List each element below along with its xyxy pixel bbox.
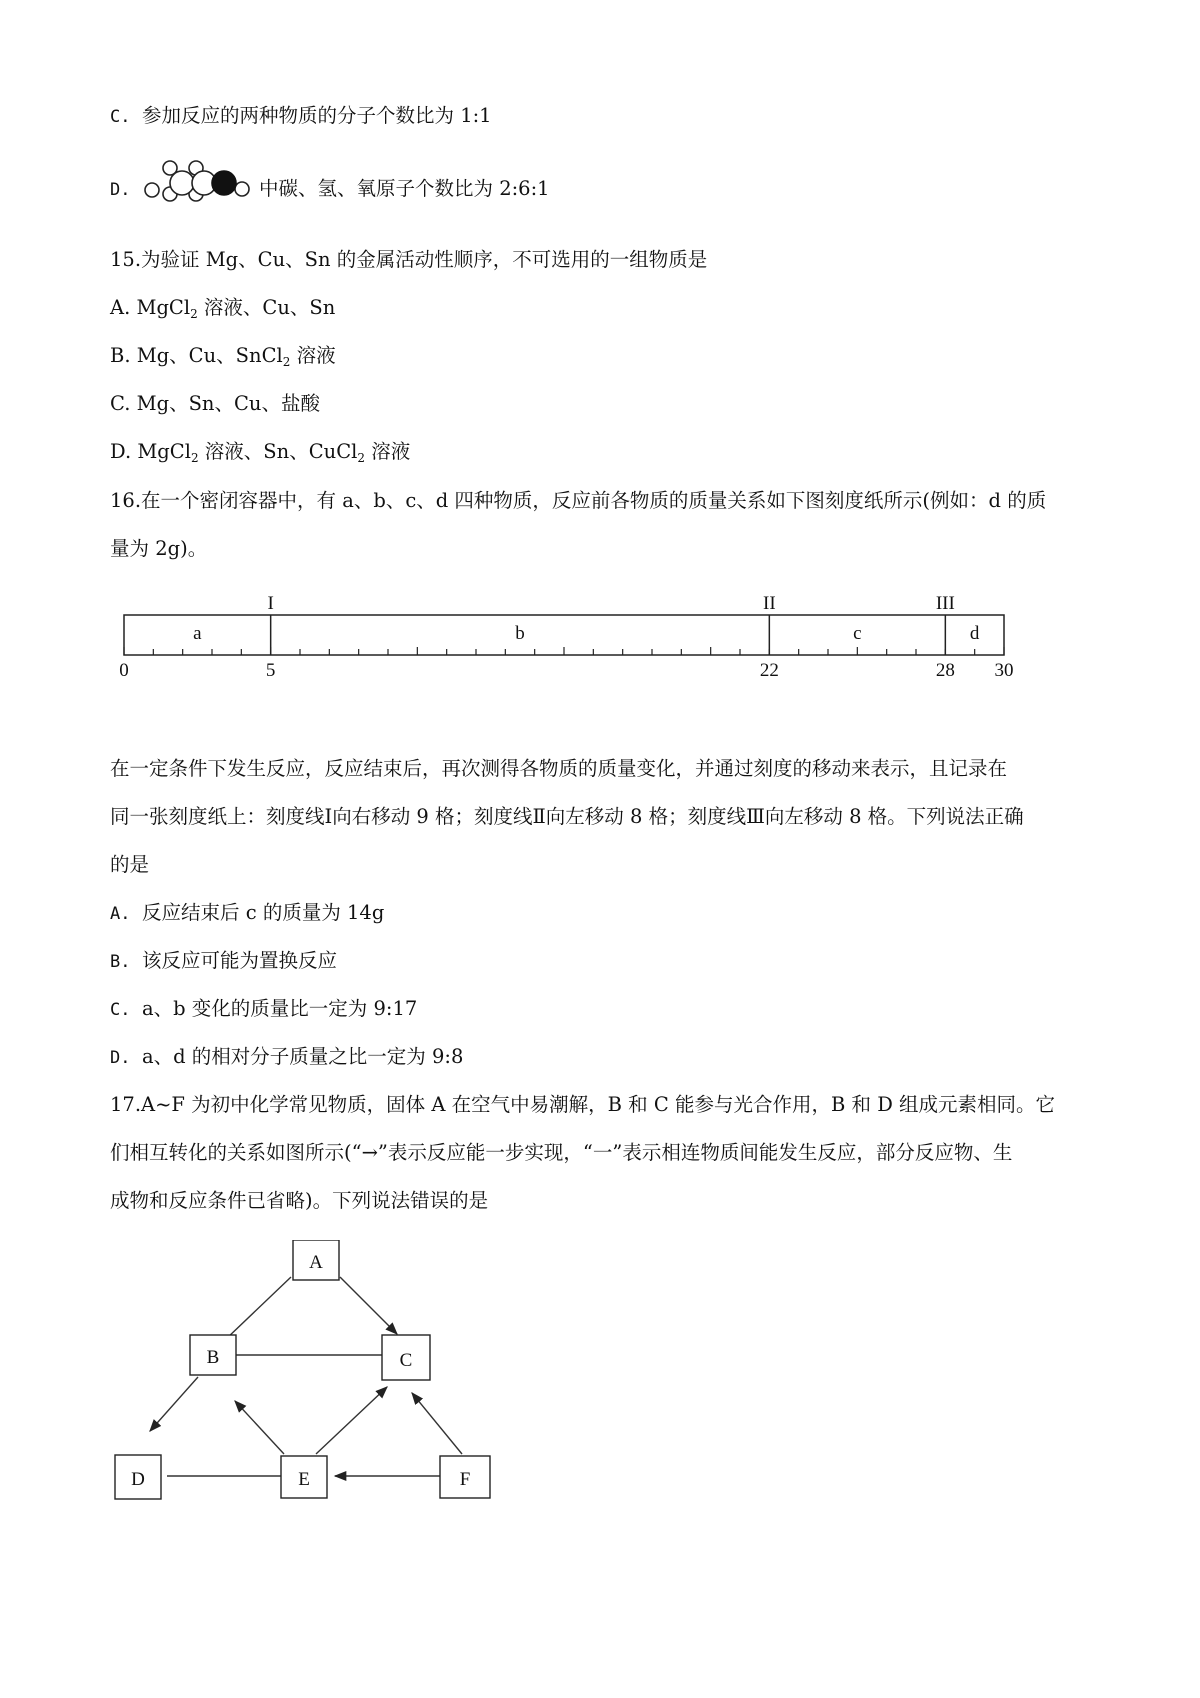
q15-stem: 15.为验证 Mg、Cu、Sn 的金属活动性顺序，不可选用的一组物质是 [110, 248, 708, 271]
q14-option-d-text: 中碳、氢、氧原子个数比为 2:6:1 [259, 177, 550, 200]
q16-body-line2: 同一张刻度纸上：刻度线Ⅰ向右移动 9 格；刻度线Ⅱ向左移动 8 格；刻度线Ⅲ向左移动 8 格。下列说法正确 [110, 805, 1024, 828]
node-a-label: A [309, 1252, 323, 1273]
q17-stem-line3: 成物和反应条件已省略)。下列说法错误的是 [110, 1189, 489, 1212]
q16-option-d: D. a、d 的相对分子质量之比一定为 9:8 [110, 1045, 464, 1068]
q17-stem-line1: 17.A~F 为初中化学常见物质，固体 A 在空气中易潮解，B 和 C 能参与光合作用，B 和 D 组成元素相同。它 [110, 1093, 1056, 1116]
scale-segment-label: d [969, 623, 980, 644]
node-f-label: F [459, 1469, 471, 1490]
scale-segment-label: a [193, 623, 202, 644]
scale-segment-labels [193, 623, 980, 644]
q16-option-a: A. 反应结束后 c 的质量为 14g [110, 901, 385, 924]
q15-option-d: D. MgCl$_2$ 溶液、Sn、CuCl$_2$ 溶液 [110, 440, 411, 465]
scale-tick-label: 5 [265, 660, 276, 681]
edge-e-to-c [316, 1387, 387, 1454]
option-label: D. [110, 180, 131, 200]
node-e-label: E [298, 1469, 310, 1490]
q16-body-line3: 的是 [110, 853, 150, 876]
edge-e-to-b [235, 1401, 284, 1454]
node-b-label: B [206, 1347, 220, 1368]
scale-tick-label: 22 [759, 660, 779, 681]
q16-option-b: B. 该反应可能为置换反应 [110, 949, 338, 972]
q15-option-a: A. MgCl$_2$ 溶液、Cu、Sn [110, 296, 336, 321]
edge-a-b [225, 1277, 291, 1340]
scale-tick-label: 30 [994, 660, 1014, 681]
relation-diagram [100, 1240, 510, 1510]
q14-option-d [110, 176, 142, 203]
node-d-label: D [131, 1469, 145, 1490]
scale-paper-diagram [100, 580, 1040, 690]
scale-segment-label: b [515, 623, 525, 644]
scale-tick-labels [119, 660, 1013, 681]
q16-option-c: C. a、b 变化的质量比一定为 9:17 [110, 997, 418, 1020]
q16-body-line1: 在一定条件下发生反应，反应结束后，再次测得各物质的质量变化，并通过刻度的移动来表示，且记录在 [110, 757, 1008, 780]
scale-divider-label: I [267, 593, 274, 614]
molecule-model-icon [140, 158, 258, 206]
scale-tick-label: 0 [119, 660, 129, 681]
q17-stem-line2: 们相互转化的关系如图所示(“→”表示反应能一步实现，“一”表示相连物质间能发生反应，部分反应物、生 [110, 1141, 1013, 1164]
scale-segment-label: c [853, 623, 862, 644]
q15-option-b: B. Mg、Cu、SnCl$_2$ 溶液 [110, 344, 336, 369]
scale-divider-label: III [935, 593, 955, 614]
q16-stem-line2: 量为 2g)。 [110, 537, 208, 560]
option-text: 参加反应的两种物质的分子个数比为 1:1 [142, 104, 492, 127]
node-c-label: C [399, 1350, 413, 1371]
option-label: C. [110, 107, 131, 127]
edge-a-to-c [340, 1277, 397, 1334]
edge-f-to-c [412, 1393, 462, 1454]
q15-option-c: C. Mg、Sn、Cu、盐酸 [110, 392, 320, 415]
scale-tick-label: 28 [935, 660, 955, 681]
scale-divider-label: II [763, 593, 776, 614]
q16-stem-line1: 16.在一个密闭容器中，有 a、b、c、d 四种物质，反应前各物质的质量关系如下图刻度纸所示(例如：d 的质 [110, 489, 1047, 512]
scale-dividers [268, 593, 955, 655]
scale-ticks [124, 647, 1004, 655]
edge-b-to-d [150, 1377, 198, 1431]
q14-option-c [110, 103, 492, 130]
